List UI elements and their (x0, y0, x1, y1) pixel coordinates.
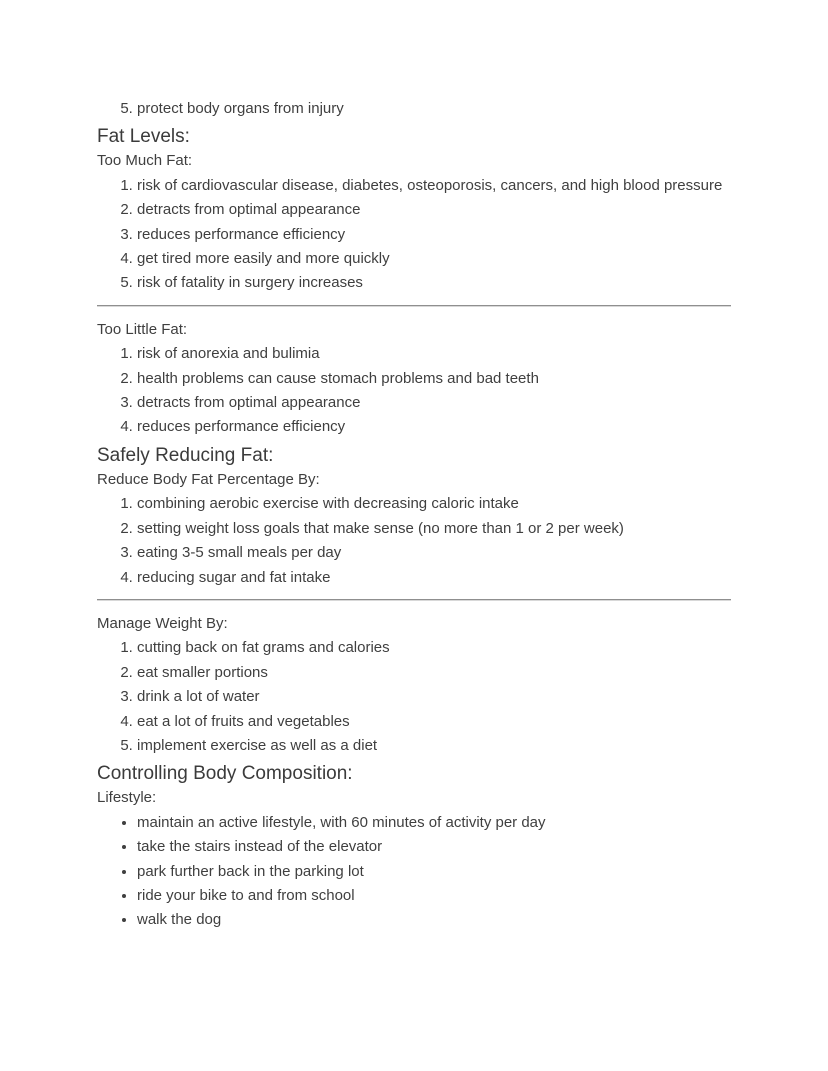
list-item: 4. reduces performance efficiency (137, 415, 731, 439)
subheading-too-little-fat: Too Little Fat: (97, 320, 188, 338)
list-item: 5. implement exercise as well as a diet (137, 734, 731, 758)
list-item: • take the stairs instead of the elevator (137, 835, 731, 859)
too-little-fat-list (97, 342, 731, 440)
section-divider (97, 599, 731, 601)
heading-fat-levels: Fat Levels: (97, 126, 190, 148)
list-item: 1. combining aerobic exercise with decreasing caloric intake (137, 492, 731, 516)
list-item: 5. protect body organs from injury (137, 97, 731, 121)
fat-functions-list (97, 97, 731, 121)
list-item: 2. health problems can cause stomach problems and bad teeth (137, 367, 731, 391)
list-item: • ride your bike to and from school (137, 884, 731, 908)
heading-safely-reducing-fat: Safely Reducing Fat: (97, 444, 274, 466)
list-item: 2. eat smaller portions (137, 661, 731, 685)
list-item: 5. risk of fatality in surgery increases (137, 271, 731, 295)
list-item: • maintain an active lifestyle, with 60 minutes of activity per day (137, 811, 731, 835)
subheading-lifestyle: Lifestyle: (97, 789, 157, 807)
manage-weight-list (97, 636, 731, 758)
subheading-too-much-fat: Too Much Fat: (97, 152, 193, 170)
subheading-reduce-body-fat-percentage: Reduce Body Fat Percentage By: (97, 470, 320, 488)
list-item: 3. reduces performance efficiency (137, 223, 731, 247)
list-item: 4. get tired more easily and more quickly (137, 247, 731, 271)
subheading-manage-weight-by: Manage Weight By: (97, 614, 228, 632)
list-item: 4. reducing sugar and fat intake (137, 566, 731, 590)
list-item: 1. risk of cardiovascular disease, diabetes, osteoporosis, cancers, and high blood pressure (137, 174, 731, 198)
reduce-body-fat-list (97, 492, 731, 590)
list-item: • park further back in the parking lot (137, 860, 731, 884)
list-item: 2. detracts from optimal appearance (137, 198, 731, 222)
list-item: 3. eating 3-5 small meals per day (137, 541, 731, 565)
list-item: 2. setting weight loss goals that make sense (no more than 1 or 2 per week) (137, 517, 731, 541)
section-divider (97, 305, 731, 307)
list-item: 4. eat a lot of fruits and vegetables (137, 710, 731, 734)
lifestyle-list (97, 811, 731, 933)
list-item: 3. detracts from optimal appearance (137, 391, 731, 415)
heading-controlling-body-composition: Controlling Body Composition: (97, 763, 353, 785)
list-item: 3. drink a lot of water (137, 685, 731, 709)
list-item: 1. cutting back on fat grams and calories (137, 636, 731, 660)
list-item: • walk the dog (137, 908, 731, 932)
too-much-fat-list (97, 174, 731, 296)
list-item: 1. risk of anorexia and bulimia (137, 342, 731, 366)
